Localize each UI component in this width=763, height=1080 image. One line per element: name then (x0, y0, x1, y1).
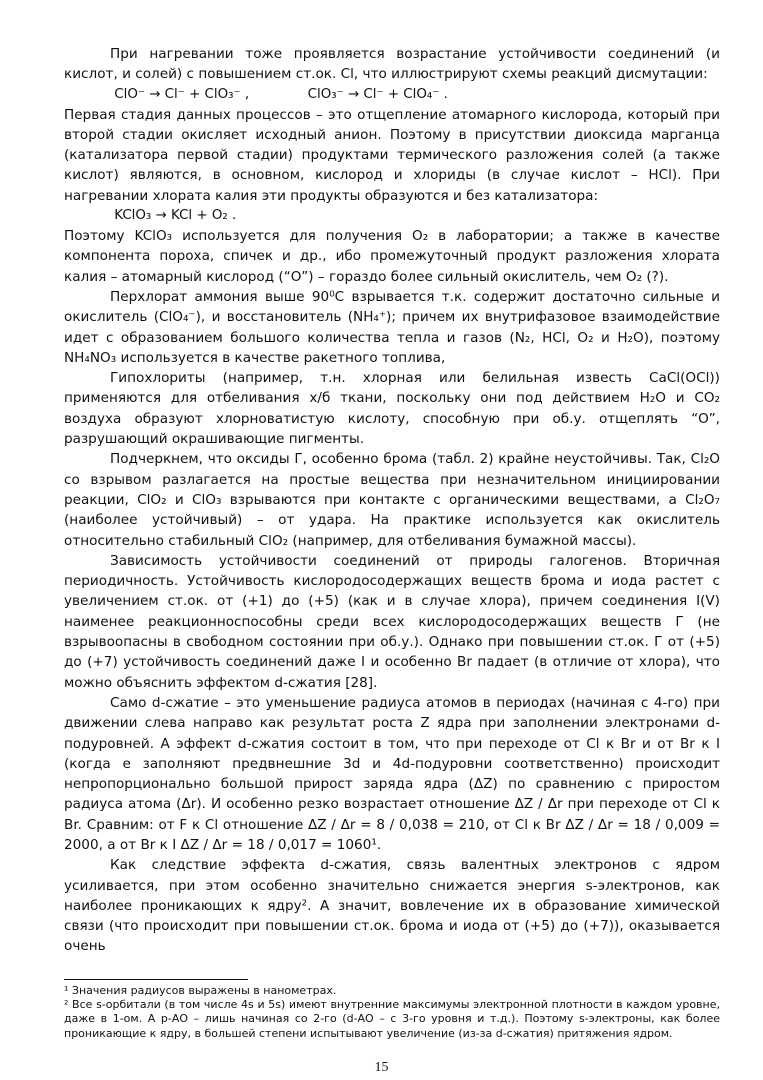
equation-left: ClO⁻ → Cl⁻ + ClO₃⁻ , (114, 86, 250, 102)
paragraph: Перхлорат аммония выше 90⁰С взрывается т.к. содержит достаточно сильные и окислитель (ClO₄⁻), и восстановитель (NH₄⁺); причем их внутрифазовое взаимодействие идет с образованием большого количества тепла и газов (N₂, HCl, O₂ и H₂O), поэтому NH₄NO₃ используется в качестве ракетного топлива, (64, 288, 720, 366)
paragraph: Гипохлориты (например, т.н. хлорная или белильная известь CaCl(OCl)) применяются для отбеливания х/б ткани, поскольку они под действием H₂O и CO₂ воздуха образуют хлорноватистую кислоту, способную при об.у. отщеплять “O”, разрушающий окрашивающие пигменты. (64, 370, 720, 448)
paragraph: При нагревании тоже проявляется возрастание устойчивости соединений (и кислот, и солей) с повышением ст.ок. Cl, что иллюстрируют схемы реакций дисмутации: (64, 46, 720, 83)
paragraph: Зависимость устойчивости соединений от природы галогенов. Вторичная периодичность. Устойчивость кислородосодержащих веществ брома и иода растет с увеличением ст.ок. от (+1) до (+5) (как и в случае хлора), причем соединения I(V) наименее реакционноспособны среди всех кислородосодержащих веществ Г (не взрывоопасны в свободном состоянии при об.у.). Однако при повышении ст.ок. Г от (+5) до (+7) устойчивость соединений даже I и особенно Br падает (в отличие от хлора), что можно объяснить эффектом d-сжатия [28]. (64, 552, 720, 691)
page-content (64, 44, 720, 1041)
footnote: ² Все s-орбитали (в том числе 4s и 5s) имеют внутренние максимумы электронной плотности в каждом уровне, даже в 1-ом. А p-АО – лишь начиная со 2-го (d-АО – с 3-го уровня и т.д.). Поэтому s-электроны, как более проникающие к ядру, в большей степени испытывают увеличение (из-за d-сжатия) притяжения ядром. (64, 998, 720, 1040)
equation-text: KClO₃ → KCl + O₂ . (114, 208, 237, 224)
equation-kclo3-decomposition (64, 206, 720, 226)
paragraph: Как следствие эффекта d-сжатия, связь валентных электронов с ядром усиливается, при этом особенно значительно снижается энергия s-электронов, как наиболее проникающих к ядру². А значит, вовлечение их в образование химической связи (что происходит при повышении ст.ок. брома и иода от (+5) до (+7)), оказывается очень (64, 857, 720, 955)
paragraph: Поэтому KClO₃ используется для получения O₂ в лаборатории; а также в качестве компонента пороха, спичек и др., ибо промежуточный продукт разложения хлората калия – атомарный кислород (“O”) – гораздо более сильный окислитель, чем O₂ (?). (64, 228, 720, 285)
page-number: 15 (374, 1060, 389, 1075)
equation-right: ClO₃⁻ → Cl⁻ + ClO₄⁻ . (307, 86, 448, 102)
paragraph: Первая стадия данных процессов – это отщепление атомарного кислорода, который при второй стадии окисляет исходный анион. Поэтому в присутствии диоксида марганца (катализатора первой стадии) продуктами термического разложения солей (а также кислот) являются, в основном, кислород и хлориды (в случае кислот – HCl). При нагревании хлората калия эти продукты образуются и без катализатора: (64, 106, 720, 204)
paragraph: Само d-сжатие – это уменьшение радиуса атомов в периодах (начиная с 4-го) при движении слева направо как результат роста Z ядра при заполнении электронами d-подуровней. А эффект d-сжатия состоит в том, что при переходе от Cl к Br и от Br к I (когда e заполняют предвнешние 3d и 4d-подуровни соответственно) происходит непропорционально большой прирост заряда ядра (ΔZ) по сравнению с приростом радиуса атома (Δr). И особенно резко возрастает отношение ΔZ / Δr при переходе от Cl к Br. Сравним: от F к Cl отношение ΔZ / Δr = 8 / 0,038 = 210, от Cl к Br ΔZ / Δr = 18 / 0,009 = 2000, а от Br к I ΔZ / Δr = 18 / 0,017 = 1060¹. (64, 694, 720, 853)
footnote-divider (64, 979, 248, 980)
equation-dismutation (64, 85, 720, 105)
paragraph: Подчеркнем, что оксиды Г, особенно брома (табл. 2) крайне неустойчивы. Так, Cl₂O со взрывом разлагается на простые вещества при незначительном инициировании реакции, ClO₂ и ClO₃ взрываются при контакте с органическими веществами, а Cl₂O₇ (наиболее устойчивый) – от удара. На практике используется как окислитель относительно стабильный ClO₂ (например, для отбеливания бумажной массы). (64, 451, 720, 549)
footnote: ¹ Значения радиусов выражены в нанометрах. (64, 983, 337, 997)
